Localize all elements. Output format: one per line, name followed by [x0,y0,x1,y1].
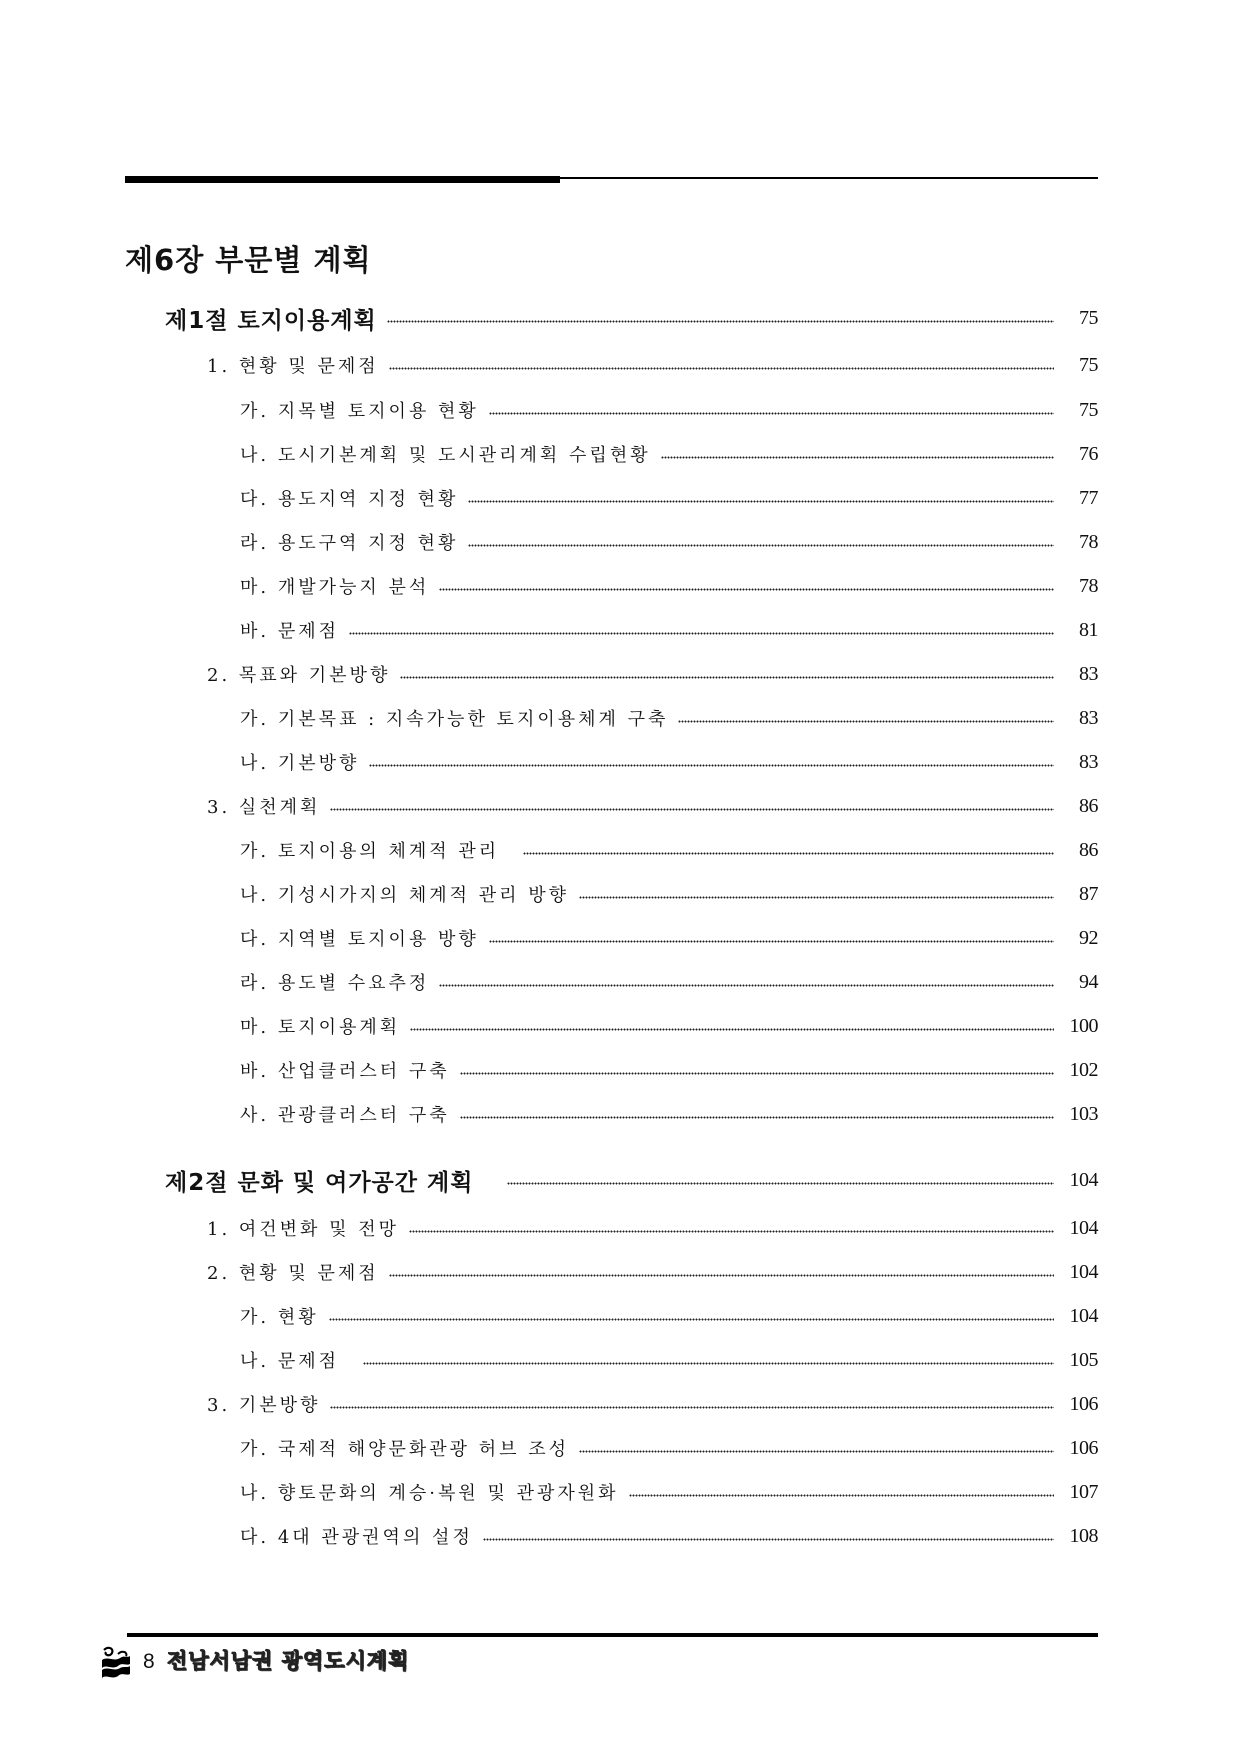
toc-page-number: 94 [1079,970,1098,993]
toc-subitem-label: 라. 용도구역 지정 현황 [240,533,459,554]
toc-subitem[interactable] [240,438,1098,470]
dot-leader [330,808,1054,811]
toc-subitem-label: 가. 기본목표 : 지속가능한 토지이용체계 구축 [240,709,669,730]
toc-page-number: 76 [1079,442,1098,465]
toc-item-label: 1. 여건변화 및 전망 [207,1219,400,1240]
toc-subitem-label: 다. 지역별 토지이용 방향 [240,929,479,950]
header-rule-thin [555,177,1098,179]
dot-leader [629,1494,1054,1497]
toc-page-number: 87 [1079,882,1098,905]
toc-page-number: 75 [1079,398,1098,421]
toc-subitem-label: 가. 국제적 해양문화관광 허브 조성 [240,1439,570,1460]
dot-leader [330,1406,1054,1409]
toc-subitem[interactable] [240,746,1098,778]
dot-leader [389,367,1054,370]
toc-item[interactable] [207,349,1098,381]
toc-page-number: 77 [1079,486,1098,509]
toc-subitem[interactable] [240,1054,1098,1086]
toc-subitem[interactable] [240,1476,1098,1508]
toc-page-number: 78 [1079,530,1098,553]
toc-page-number: 104 [1069,1304,1098,1327]
toc-page-number: 86 [1079,794,1098,817]
toc-section-title: 제1절 토지이용계획 [165,307,377,334]
dot-leader [468,500,1054,503]
toc-section-1[interactable] [165,302,1098,334]
toc-page-number: 108 [1069,1524,1098,1547]
toc-section-title: 제2절 문화 및 여가공간 계획 [165,1169,474,1196]
toc-page-number: 104 [1069,1168,1098,1191]
footer-document-title: 전남서남권 광역도시계획 [167,1649,410,1673]
chapter-title: 제6장 부문별 계획 [125,243,372,277]
toc-page-number: 103 [1069,1102,1098,1125]
toc-subitem[interactable] [240,922,1098,954]
toc-item-label: 1. 현황 및 문제점 [207,356,379,377]
dot-leader [387,320,1054,323]
toc-item-label: 3. 실천계획 [207,797,321,818]
toc-subitem[interactable] [240,1010,1098,1042]
toc-page-number: 106 [1069,1392,1098,1415]
toc-subitem[interactable] [240,614,1098,646]
toc-subitem-label: 사. 관광클러스터 구축 [240,1105,450,1126]
dot-leader [410,1028,1054,1031]
toc-page-number: 106 [1069,1436,1098,1459]
toc-subitem[interactable] [240,1300,1098,1332]
toc-page-number: 78 [1079,574,1098,597]
dot-leader [579,1450,1054,1453]
toc-item-label: 2. 현황 및 문제점 [207,1263,379,1284]
footer-rule [127,1633,1098,1637]
toc-page-number: 86 [1079,838,1098,861]
toc-item[interactable] [207,1388,1098,1420]
dot-leader [661,456,1054,459]
dot-leader [439,984,1054,987]
toc-subitem-label: 마. 토지이용계획 [240,1017,401,1038]
wave-emblem-icon [100,1644,132,1682]
dot-leader [400,676,1054,679]
dot-leader [468,544,1054,547]
toc-subitem[interactable] [240,966,1098,998]
toc-section-2[interactable] [165,1164,1098,1196]
toc-subitem[interactable] [240,702,1098,734]
dot-leader [678,720,1054,723]
dot-leader [579,896,1054,899]
toc-subitem-label: 나. 향토문화의 계승·복원 및 관광자원화 [240,1483,619,1504]
dot-leader [409,1230,1054,1233]
toc-page-number: 81 [1079,618,1098,641]
dot-leader [369,764,1054,767]
toc-item[interactable] [207,658,1098,690]
toc-page-number: 83 [1079,750,1098,773]
toc-subitem-label: 바. 문제점 [240,621,339,642]
dot-leader [483,1538,1054,1541]
dot-leader [363,1362,1054,1365]
toc-subitem[interactable] [240,394,1098,426]
dot-leader [489,412,1054,415]
toc-subitem-label: 가. 현황 [240,1307,319,1328]
toc-item-label: 3. 기본방향 [207,1395,321,1416]
dot-leader [439,588,1054,591]
toc-page-number: 83 [1079,662,1098,685]
dot-leader [523,852,1054,855]
toc-subitem-label: 라. 용도별 수요추정 [240,973,430,994]
toc-page-number: 102 [1069,1058,1098,1081]
toc-page-number: 104 [1069,1216,1098,1239]
dot-leader [349,632,1054,635]
footer-page-number: 8 [143,1650,155,1673]
toc-subitem[interactable] [240,834,1098,866]
toc-page-number: 107 [1069,1480,1098,1503]
toc-item[interactable] [207,790,1098,822]
toc-subitem-label: 다. 4대 관광권역의 설정 [240,1527,473,1548]
toc-subitem-label: 나. 기본방향 [240,753,360,774]
toc-page-number: 105 [1069,1348,1098,1371]
toc-subitem-label: 나. 문제점 [240,1351,339,1372]
toc-page-number: 83 [1079,706,1098,729]
dot-leader [329,1318,1054,1321]
header-rule-thick [125,176,560,183]
toc-subitem[interactable] [240,878,1098,910]
toc-item-label: 2. 목표와 기본방향 [207,665,391,686]
toc-subitem-label: 나. 도시기본계획 및 도시관리계획 수립현황 [240,445,651,466]
toc-subitem-label: 나. 기성시가지의 체계적 관리 방향 [240,885,570,906]
toc-subitem-label: 가. 토지이용의 체계적 관리 [240,841,500,862]
toc-page-number: 75 [1079,353,1098,376]
toc-subitem[interactable] [240,526,1098,558]
dot-leader [460,1072,1054,1075]
toc-subitem-label: 바. 산업클러스터 구축 [240,1061,450,1082]
toc-subitem[interactable] [240,1520,1098,1552]
toc-subitem-label: 가. 지목별 토지이용 현황 [240,401,479,422]
toc-subitem[interactable] [240,482,1098,514]
dot-leader [507,1182,1054,1185]
toc-item[interactable] [207,1212,1098,1244]
toc-item[interactable] [207,1256,1098,1288]
toc-subitem[interactable] [240,1432,1098,1464]
toc-page-number: 100 [1069,1014,1098,1037]
toc-page-number: 92 [1079,926,1098,949]
toc-subitem[interactable] [240,1098,1098,1130]
toc-subitem[interactable] [240,570,1098,602]
dot-leader [460,1116,1054,1119]
toc-subitem-label: 마. 개발가능지 분석 [240,577,430,598]
dot-leader [389,1274,1054,1277]
dot-leader [489,940,1054,943]
toc-subitem[interactable] [240,1344,1098,1376]
toc-page-number: 104 [1069,1260,1098,1283]
toc-page-number: 75 [1079,306,1098,329]
toc-subitem-label: 다. 용도지역 지정 현황 [240,489,459,510]
